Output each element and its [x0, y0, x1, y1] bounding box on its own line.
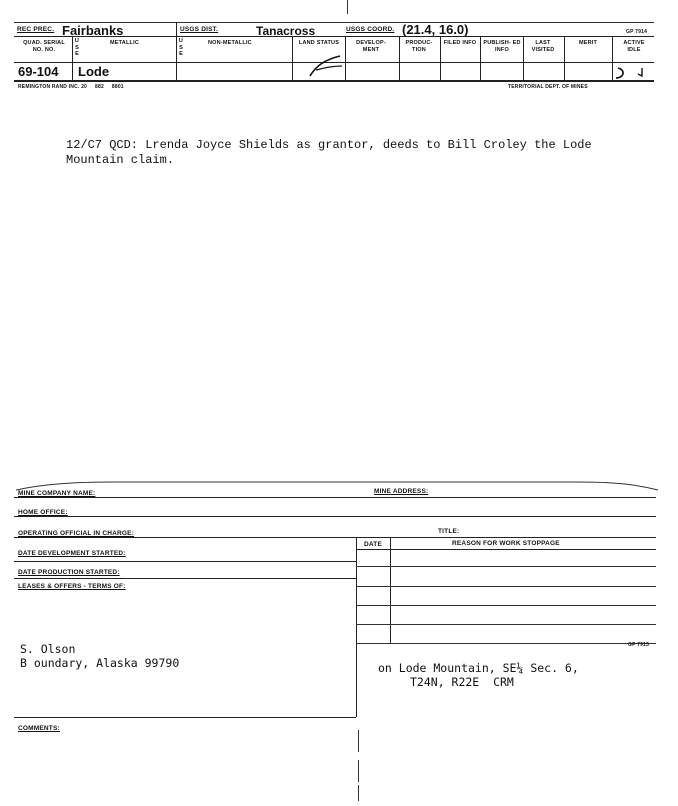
usgs-dist-label: USGS DIST.: [180, 26, 219, 33]
usgs-dist-value: Tanacross: [256, 24, 316, 38]
production-label: PRODUC- TION: [405, 40, 433, 53]
merit-label: MERIT: [578, 40, 598, 46]
location-line-2: T24N, R22E CRM: [410, 675, 514, 689]
quad-serial-label: QUAD. SERIAL NO. NO.: [23, 40, 65, 53]
rec-prec-label: REC PREC.: [17, 26, 55, 33]
non-metallic-prefix: U S E: [178, 38, 184, 57]
land-status-label: LAND STATUS: [298, 40, 340, 46]
metallic-prefix: U S E: [74, 38, 80, 57]
production-started-label: DATE PRODUCTION STARTED:: [18, 569, 120, 576]
card-edge-curve: [14, 474, 660, 494]
rec-prec-value: Fairbanks: [62, 23, 124, 38]
mine-company-label: MINE COMPANY NAME:: [18, 490, 96, 497]
metallic-value: Lode: [78, 64, 110, 79]
serial-value: 69-104: [18, 64, 59, 79]
note-line-2: Mountain claim.: [66, 153, 175, 167]
reason-column-label: REASON FOR WORK STOPPAGE: [452, 540, 560, 547]
mine-address-label: MINE ADDRESS:: [374, 488, 429, 495]
printer-line: REMINGTON RAND INC. 20 882 8801: [18, 84, 124, 90]
form-number-top: GP 7914: [626, 29, 648, 35]
last-visited-label: LAST VISITED: [531, 40, 555, 53]
leases-offers-label: LEASES & OFFERS - TERMS OF:: [18, 583, 126, 590]
non-metallic-label: NON-METALLIC: [208, 40, 252, 46]
owner-address: B oundary, Alaska 99790: [20, 656, 180, 670]
home-office-label: HOME OFFICE:: [18, 509, 68, 516]
active-idle-label: ACTIVE IDLE: [623, 40, 645, 53]
land-status-check-mark: [300, 48, 350, 80]
filed-info-label: FILED INFO: [443, 40, 477, 46]
title-label: TITLE:: [438, 528, 460, 535]
development-started-label: DATE DEVELOPMENT STARTED:: [18, 550, 126, 557]
metallic-label: METALLIC: [110, 40, 139, 46]
usgs-coord-label: USGS COORD.: [346, 26, 395, 33]
date-column-label: DATE: [364, 541, 383, 548]
department-line: TERRITORIAL DEPT. OF MINES: [508, 84, 588, 90]
location-line-1: on Lode Mountain, SE¼ Sec. 6,: [378, 661, 579, 675]
development-label: DEVELOP- MENT: [356, 40, 386, 53]
form-number-bottom: GP 7915: [628, 642, 650, 648]
note-line-1: 12/C7 QCD: Lrenda Joyce Shields as grantor, deeds to Bill Croley the Lode: [66, 138, 592, 152]
operating-official-label: OPERATING OFFICIAL IN CHARGE:: [18, 530, 135, 537]
comments-label: COMMENTS:: [18, 725, 60, 732]
usgs-coord-value: (21.4, 16.0): [402, 22, 469, 37]
active-idle-mark: [612, 62, 656, 80]
published-info-label: PUBLISH- ED INFO: [483, 40, 521, 53]
owner-name: S. Olson: [20, 642, 76, 656]
